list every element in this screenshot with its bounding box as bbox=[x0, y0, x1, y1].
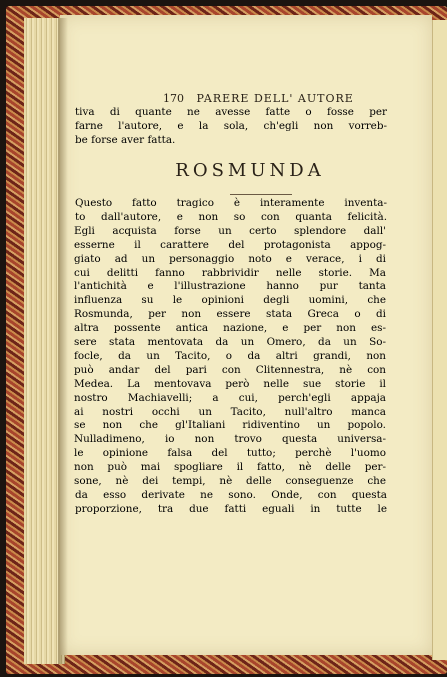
text-line: farne l'autore, e la sola, ch'egli non vorreb- bbox=[75, 120, 387, 132]
running-head-title: PARERE DELL' AUTORE bbox=[196, 92, 354, 105]
text-line: se non che gl'Italiani ridiventino un popolo. bbox=[74, 419, 386, 432]
text-line: Medea. La mentovava però nelle sue storie il bbox=[74, 377, 386, 390]
text-line: to dall'autore, e non so con quanta felicità. bbox=[75, 210, 387, 223]
text-line: l'antichità e l'illustrazione hanno pur tanta bbox=[74, 280, 386, 293]
next-page-edge bbox=[432, 20, 447, 660]
text-line: sone, nè dei tempi, nè delle conseguenze che bbox=[74, 475, 386, 487]
text-line: focle, da un Tacito, o da altri grandi, non bbox=[74, 349, 386, 362]
text-line: Nulladimeno, io non trovo questa universa- bbox=[74, 433, 386, 446]
text-line: proporzione, tra due fatti eguali in tutte le bbox=[75, 502, 387, 515]
text-line: influenza su le opinioni degli uomini, che bbox=[74, 294, 386, 307]
text-line: sere stata mentovata da un Omero, da un So- bbox=[74, 336, 386, 348]
text-line: giato ad un personaggio noto e verace, i di bbox=[74, 252, 386, 265]
text-line: nostro Machiavelli; a cui, perch'egli appaja bbox=[74, 391, 386, 404]
text-line: le opinione falsa del tutto; perchè l'uomo bbox=[74, 447, 386, 460]
title-flourish bbox=[230, 194, 292, 195]
text-line: esserne il carattere del protagonista appog- bbox=[74, 238, 386, 251]
text-line: be forse aver fatta. bbox=[75, 134, 176, 146]
section-title: ROSMUNDA bbox=[175, 160, 325, 181]
page-number: 170 bbox=[163, 92, 184, 105]
gutter-shadow bbox=[58, 18, 68, 664]
text-line: tiva di quante ne avesse fatte o fosse per bbox=[75, 106, 387, 118]
text-line: Rosmunda, per non essere stata Greca o di bbox=[74, 308, 386, 321]
text-line: cui delitti fanno rabbrividir nelle storie. Ma bbox=[74, 266, 386, 279]
text-line: Questo fatto tragico è interamente inventa- bbox=[75, 197, 387, 209]
text-line: Egli acquista forse un certo splendore dall' bbox=[74, 224, 386, 237]
text-line: ai nostri occhi un Tacito, null'altro manca bbox=[74, 405, 386, 418]
text-line: può andar del pari con Clitennestra, nè con bbox=[74, 363, 386, 376]
running-head bbox=[163, 92, 403, 105]
text-line: da esso derivate ne sono. Onde, con questa bbox=[75, 488, 387, 501]
text-line: altra possente antica nazione, e per non es- bbox=[74, 322, 386, 335]
text-line: non può mai spogliare il fatto, nè delle per- bbox=[74, 461, 386, 474]
